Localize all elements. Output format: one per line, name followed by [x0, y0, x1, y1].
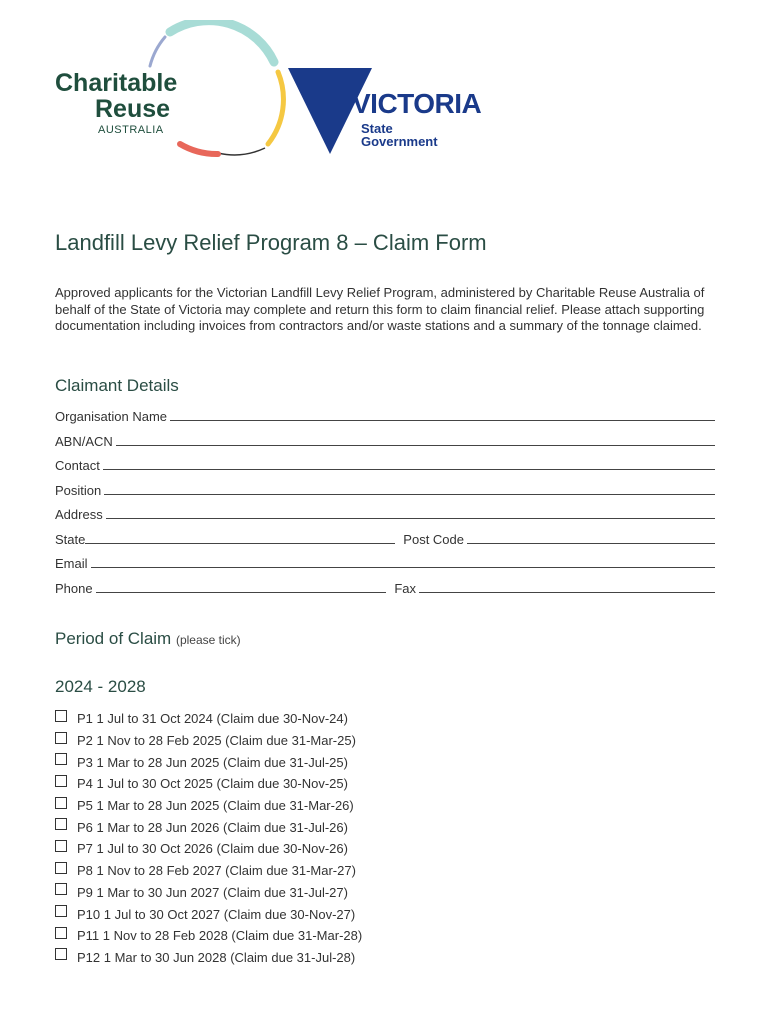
period-checkbox[interactable]: [55, 927, 67, 939]
period-label: P10 1 Jul to 30 Oct 2027 (Claim due 30-Nov-27): [77, 906, 356, 922]
list-item: [55, 773, 362, 795]
list-item: [55, 882, 362, 904]
form-title: Landfill Levy Relief Program 8 – Claim Form: [55, 230, 487, 255]
period-label: P8 1 Nov to 28 Feb 2027 (Claim due 31-Mar-27): [77, 863, 356, 879]
abn-acn-label: ABN/ACN: [55, 434, 113, 449]
postcode-label: Post Code: [403, 532, 464, 547]
list-item: [55, 903, 362, 925]
abn-acn-line[interactable]: [116, 431, 715, 446]
phone-label: Phone: [55, 581, 93, 596]
period-checkbox[interactable]: [55, 753, 67, 765]
organisation-name-label: Organisation Name: [55, 409, 167, 424]
list-item: [55, 925, 362, 947]
address-label: Address: [55, 507, 103, 522]
period-label: P2 1 Nov to 28 Feb 2025 (Claim due 31-Mar-25): [77, 733, 356, 749]
list-item: [55, 816, 362, 838]
period-checkbox[interactable]: [55, 840, 67, 852]
period-label: P6 1 Mar to 28 Jun 2026 (Claim due 31-Jul-26): [77, 819, 348, 835]
list-item: [55, 795, 362, 817]
period-checkbox[interactable]: [55, 775, 67, 787]
intro-paragraph: Approved applicants for the Victorian Landfill Levy Relief Program, administered by Charitable Reuse Australia of behalf of the State of Victoria may complete and return this form to claim financial relief. Please attach supporting documentation including invoices from contractors and/or waste stations and a summary of the tonnage claimed.: [55, 285, 705, 333]
claimant-details-heading: Claimant Details: [55, 376, 179, 395]
address-line[interactable]: [106, 504, 715, 519]
victoria-logo-word: VICTORIA: [352, 88, 482, 119]
header-logos: [50, 20, 482, 170]
organisation-name-field[interactable]: [55, 404, 715, 424]
list-item: [55, 730, 362, 752]
email-line[interactable]: [91, 553, 715, 568]
contact-field[interactable]: [55, 453, 715, 473]
period-label: P9 1 Mar to 30 Jun 2027 (Claim due 31-Jul-27): [77, 884, 348, 900]
victoria-logo-line2: Government: [361, 134, 438, 149]
charitable-logo-line1: Charitable: [55, 69, 178, 97]
period-label: P11 1 Nov to 28 Feb 2028 (Claim due 31-Mar-28): [77, 928, 363, 944]
period-label: P1 1 Jul to 31 Oct 2024 (Claim due 30-Nov-24): [77, 711, 348, 727]
state-postcode-row: [55, 527, 715, 547]
phone-line[interactable]: [96, 578, 387, 593]
period-checkbox[interactable]: [55, 710, 67, 722]
contact-line[interactable]: [103, 455, 715, 470]
email-label: Email: [55, 556, 88, 571]
fax-line[interactable]: [419, 578, 715, 593]
period-label: P7 1 Jul to 30 Oct 2026 (Claim due 30-Nov-26): [77, 841, 348, 857]
list-item: [55, 751, 362, 773]
list-item: [55, 838, 362, 860]
abn-acn-field[interactable]: [55, 429, 715, 449]
please-tick-note: (please tick): [175, 633, 241, 647]
email-field[interactable]: [55, 551, 715, 571]
charitable-logo-line3: AUSTRALIA: [98, 124, 164, 136]
period-of-claim-heading: [55, 629, 241, 649]
contact-label: Contact: [55, 458, 100, 473]
postcode-line[interactable]: [467, 529, 715, 544]
period-checkbox-list: [55, 708, 362, 968]
period-checkbox[interactable]: [55, 797, 67, 809]
period-checkbox[interactable]: [55, 862, 67, 874]
list-item: [55, 708, 362, 730]
position-label: Position: [55, 483, 102, 498]
list-item: [55, 860, 362, 882]
list-item: [55, 947, 362, 969]
position-line[interactable]: [104, 480, 715, 495]
state-label: State: [55, 532, 86, 547]
period-checkbox[interactable]: [55, 905, 67, 917]
address-field[interactable]: [55, 502, 715, 522]
period-label: P12 1 Mar to 30 Jun 2028 (Claim due 31-Jul-28): [77, 949, 356, 965]
fax-label: Fax: [394, 581, 416, 596]
period-of-claim-title: Period of Claim: [55, 629, 172, 648]
period-range-heading: 2024 - 2028: [55, 677, 146, 696]
organisation-name-line[interactable]: [170, 406, 715, 421]
period-checkbox[interactable]: [55, 948, 67, 960]
period-checkbox[interactable]: [55, 883, 67, 895]
period-label: P4 1 Jul to 30 Oct 2025 (Claim due 30-Nov-25): [77, 776, 348, 792]
period-checkbox[interactable]: [55, 818, 67, 830]
state-line[interactable]: [85, 529, 395, 544]
period-label: P5 1 Mar to 28 Jun 2025 (Claim due 31-Mar-26): [77, 798, 354, 814]
phone-fax-row: [55, 576, 715, 596]
charitable-logo-line2: Reuse: [95, 95, 171, 123]
period-checkbox[interactable]: [55, 732, 67, 744]
period-label: P3 1 Mar to 28 Jun 2025 (Claim due 31-Jul-25): [77, 754, 348, 770]
position-field[interactable]: [55, 478, 715, 498]
victoria-logo-line1: State: [361, 121, 393, 136]
